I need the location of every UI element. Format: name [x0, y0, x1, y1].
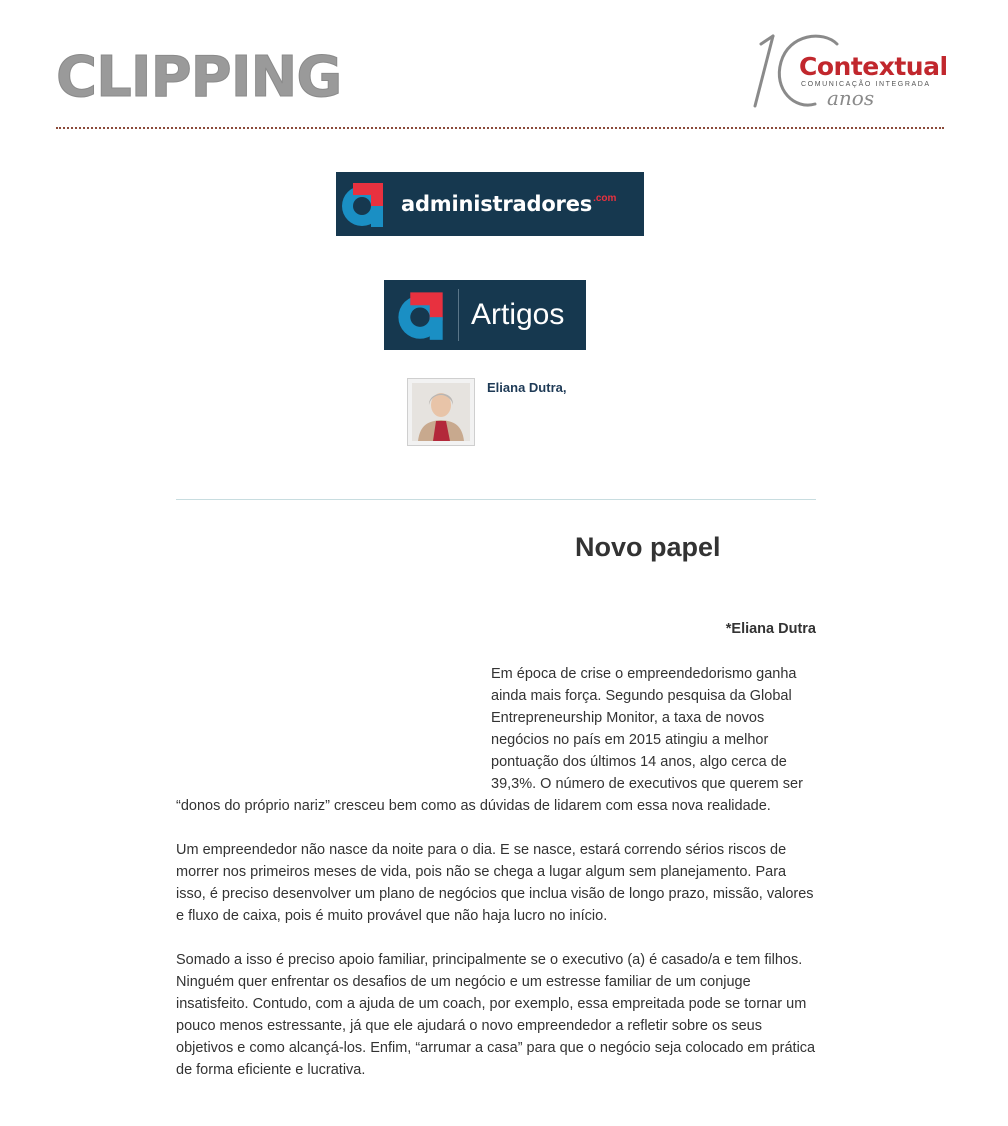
administradores-wordmark: administradores: [401, 192, 593, 216]
contextual-logo: [745, 28, 950, 114]
artigos-wordmark: Artigos: [471, 298, 565, 331]
header-divider: [56, 127, 944, 129]
author-name[interactable]: Eliana Dutra,: [487, 380, 567, 395]
content-divider: [176, 499, 816, 500]
brand-name: Contextual: [799, 52, 948, 81]
article-paragraph: Em época de crise o empreendedorismo ganha ainda mais força. Segundo pesquisa da Global Entrepreneurship Monitor, a taxa de novos negócios no país em 2015 atingiu a melhor pontuação dos últimos 14 anos, algo cerca de 39,3%. O número de executivos que querem ser “donos do próprio nariz” cresceu bem como as dúvidas de lidarem com essa nova realidade.: [176, 666, 803, 814]
author-avatar: [407, 378, 475, 446]
administradores-mark-icon: [339, 179, 385, 229]
article-title: Novo papel: [575, 532, 721, 562]
brand-anos: anos: [827, 86, 875, 110]
administradores-logo[interactable]: [336, 172, 644, 236]
administradores-suffix: .com: [593, 192, 617, 204]
image-placeholder: [176, 663, 491, 789]
artigos-logo[interactable]: [384, 280, 586, 350]
article-paragraph: Somado a isso é preciso apoio familiar, principalmente se o executivo (a) é casado/a e tem filhos. Ninguém quer enfrentar os desafios de um negócio e um estresse familiar de um conjuge insatisfeito. Contudo, com a ajuda de um coach, por exemplo, essa empreitada pode se tornar um pouco menos estressante, já que ele ajudará o novo empreendedor a refletir sobre os seus objetivos e como alcançá-los. Enfim, “arrumar a casa” para que o negócio seja colocado em prática de forma eficiente e lucrativa.: [176, 952, 816, 1078]
clipping-title: CLIPPING: [56, 45, 342, 110]
brand-tagline: COMUNICAÇÃO INTEGRADA: [801, 81, 931, 88]
logo-separator: [458, 289, 459, 341]
author-photo-icon: [412, 383, 470, 441]
article-paragraph: Um empreendedor não nasce da noite para o dia. E se nasce, estará correndo sérios riscos de morrer nos primeiros meses de vida, pois não se chega a lugar algum sem planejamento. Para isso, é preciso desenvolver um plano de negócios que inclua visão de longo prazo, missão, valores e fluxo de caixa, pois é muito provável que não haja lucro no início.: [176, 842, 814, 924]
artigos-mark-icon: [394, 288, 446, 342]
article-body: [176, 663, 816, 1103]
article-byline: *Eliana Dutra: [725, 621, 816, 637]
